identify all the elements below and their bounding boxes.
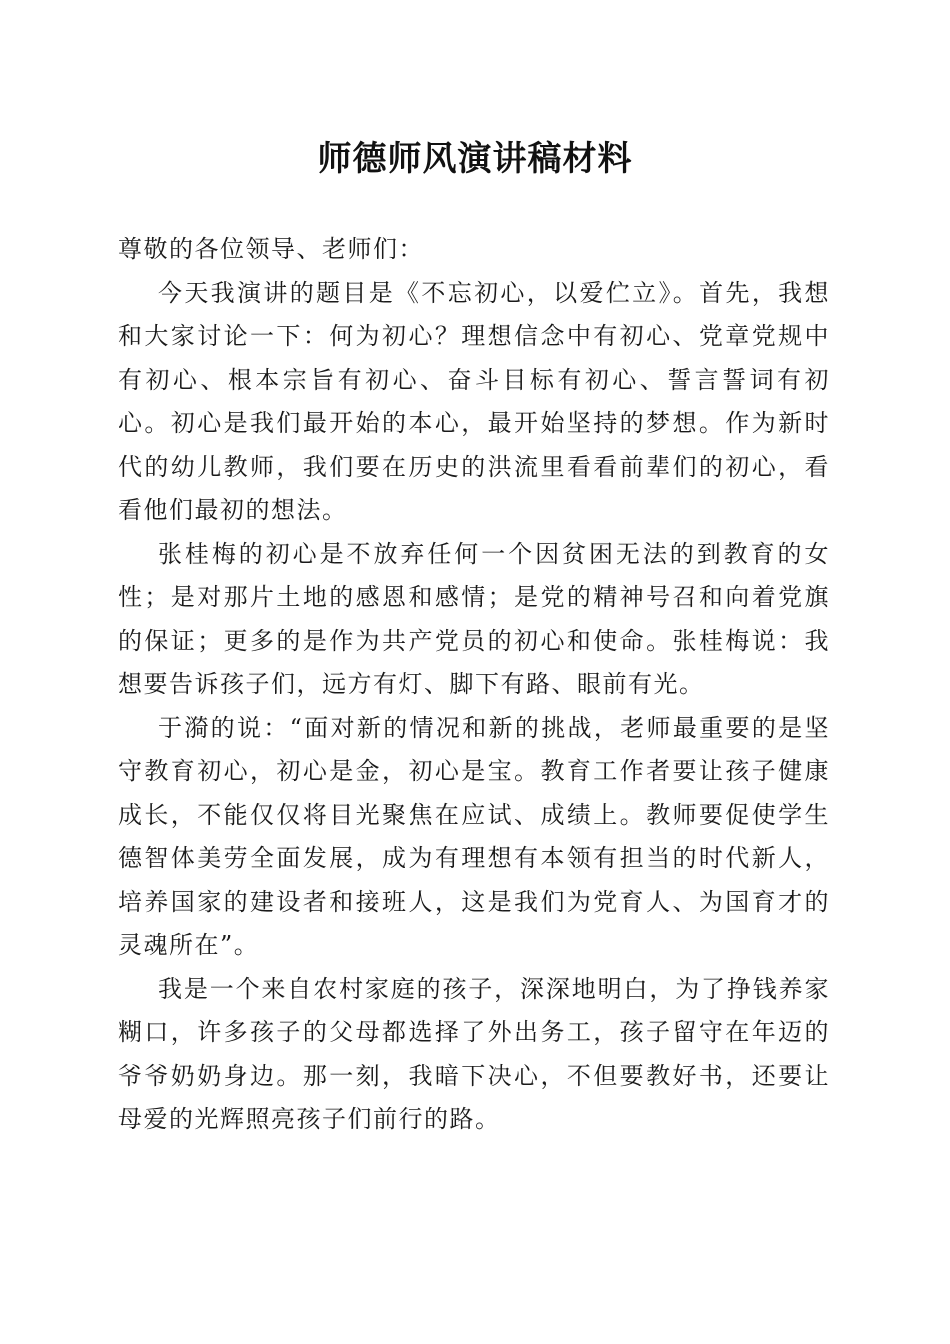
paragraph-topic: 今天我演讲的题目是《不忘初心，以爱伫立》。首先，我想和大家讨论一下：何为初心？理想信念中有初心、党章党规中有初心、根本宗旨有初心、奋斗目标有初心、誓言誓词有初心。初心是我们最开始的本心，最开始坚持的梦想。作为新时代的幼儿教师，我们要在历史的洪流里看看前辈们的初心，看看他们最初的想法。 <box>118 278 830 524</box>
document-title: 师德师风演讲稿材料 <box>317 139 633 179</box>
paragraph-yu-yi: 于漪的说：“面对新的情况和新的挑战，老师最重要的是坚守教育初心，初心是金，初心是宝。教育工作者要让孩子健康成长，不能仅仅将目光聚焦在应试、成绩上。教师要促使学生德智体美劳全面发展，成为有理想有本领有担当的时代新人，培养国家的建设者和接班人，这是我们为党育人、为国育才的灵魂所在”。 <box>118 713 830 959</box>
paragraph-personal: 我是一个来自农村家庭的孩子，深深地明白，为了挣钱养家糊口，许多孩子的父母都选择了外出务工，孩子留守在年迈的爷爷奶奶身边。那一刻，我暗下决心，不但要教好书，还要让母爱的光辉照亮孩子们前行的路。 <box>118 974 830 1133</box>
paragraph-zhang-guimei: 张桂梅的初心是不放弃任何一个因贫困无法的到教育的女性；是对那片土地的感恩和感情；是党的精神号召和向着党旗的保证；更多的是作为共产党员的初心和使命。张桂梅说：我想要告诉孩子们，远方有灯、脚下有路、眼前有光。 <box>118 539 830 698</box>
document-body <box>118 228 830 1142</box>
salutation: 尊敬的各位领导、老师们： <box>118 235 424 263</box>
